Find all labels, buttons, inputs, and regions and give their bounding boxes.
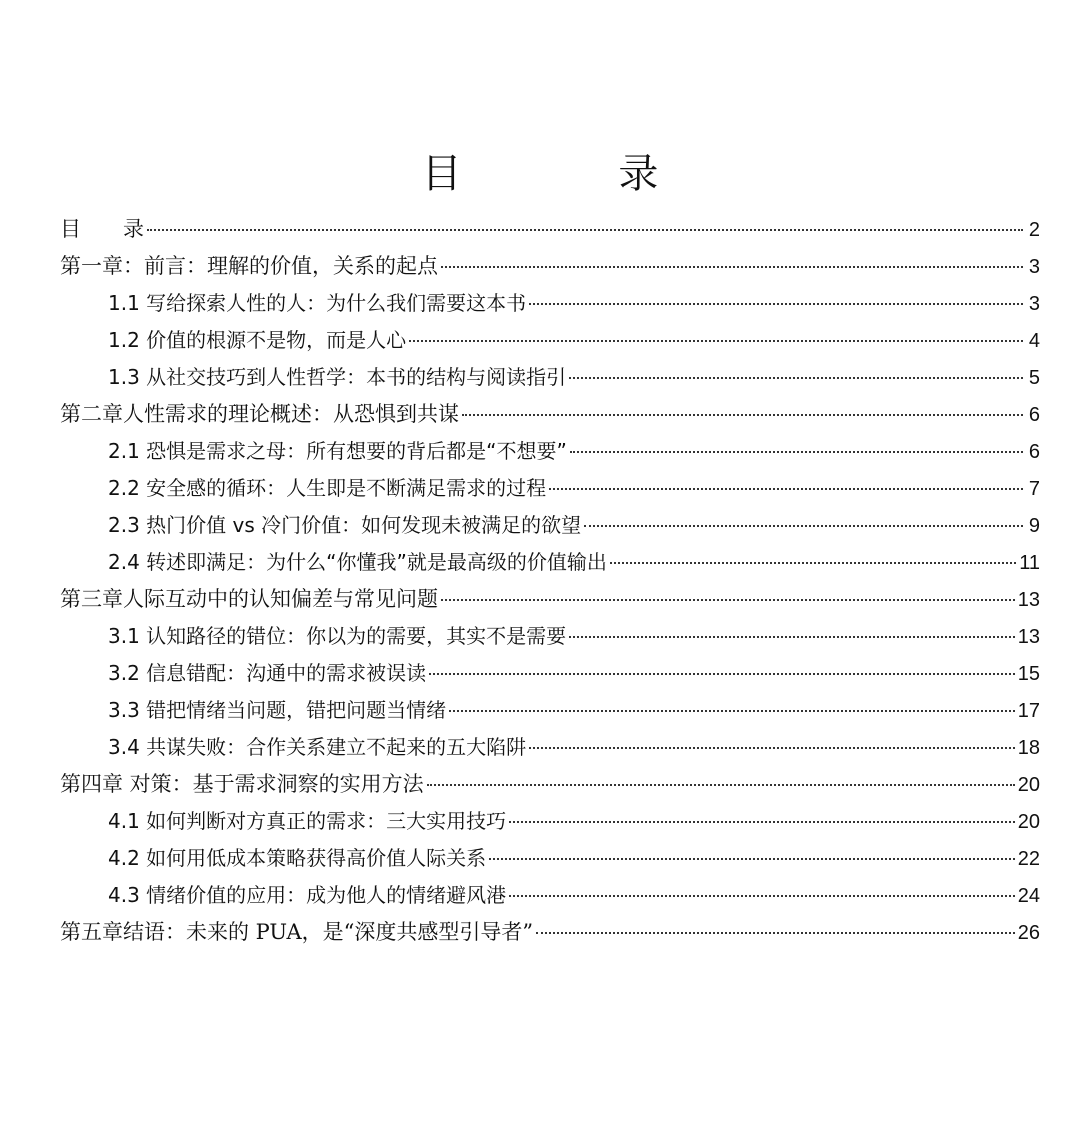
toc-entry <box>60 583 1040 613</box>
toc-page-number: 24 <box>1017 885 1040 907</box>
toc-entry-label: 3.2 信息错配：沟通中的需求被误读 <box>108 661 427 685</box>
toc-page-number: 15 <box>1017 663 1040 685</box>
toc-entry-label: 4.3 情绪价值的应用：成为他人的情绪避风港 <box>108 883 507 907</box>
toc-page-number: 6 <box>1028 441 1040 463</box>
toc-page-number: 20 <box>1017 774 1040 796</box>
toc-entry-label: 2.3 热门价值 vs 冷门价值：如何发现未被满足的欲望 <box>108 513 582 537</box>
toc-entry-label: 1.2 价值的根源不是物，而是人心 <box>108 328 407 352</box>
toc-entry-label: 第四章 对策：基于需求洞察的实用方法 <box>60 772 424 796</box>
toc-entry-label: 第五章结语：未来的 PUA，是“深度共感型引导者” <box>60 920 534 944</box>
toc-entry <box>108 546 1040 576</box>
toc-page-number: 26 <box>1017 922 1040 944</box>
toc-page-number: 13 <box>1017 589 1040 611</box>
toc-entry-label: 2.2 安全感的循环：人生即是不断满足需求的过程 <box>108 476 547 500</box>
dot-leader <box>584 525 1023 527</box>
dot-leader <box>429 673 1015 675</box>
toc-page-number: 3 <box>1028 293 1040 315</box>
toc-page-number: 13 <box>1017 626 1040 648</box>
toc-entry <box>108 509 1040 539</box>
toc-entry <box>108 731 1040 761</box>
toc-entry <box>108 361 1040 391</box>
toc-page-number: 3 <box>1028 256 1040 278</box>
dot-leader <box>569 636 1015 638</box>
toc-title: 目 录 <box>421 151 731 197</box>
toc-entry-label: 3.1 认知路径的错位：你以为的需要，其实不是需要 <box>108 624 567 648</box>
dot-leader <box>529 747 1015 749</box>
dot-leader <box>441 266 1023 268</box>
toc-entry <box>108 657 1040 687</box>
toc-page-number: 9 <box>1028 515 1040 537</box>
dot-leader <box>449 710 1015 712</box>
toc-entry-label: 第三章人际互动中的认知偏差与常见问题 <box>60 587 438 611</box>
toc-page-number: 5 <box>1028 367 1040 389</box>
toc-entry-label: 第二章人性需求的理论概述：从恐惧到共谋 <box>60 402 459 426</box>
toc-entry <box>108 694 1040 724</box>
toc-entry-label: 3.3 错把情绪当问题，错把问题当情绪 <box>108 698 447 722</box>
toc-entry-label: 1.1 写给探索人性的人：为什么我们需要这本书 <box>108 291 527 315</box>
toc-page-number: 22 <box>1017 848 1040 870</box>
toc-page-number: 20 <box>1017 811 1040 833</box>
toc-entry <box>108 842 1040 872</box>
dot-leader <box>529 303 1023 305</box>
toc-entry <box>108 805 1040 835</box>
toc-page-number: 17 <box>1017 700 1040 722</box>
toc-entry-label: 第一章：前言：理解的价值，关系的起点 <box>60 254 438 278</box>
toc-page-number: 2 <box>1028 219 1040 241</box>
dot-leader <box>427 784 1015 786</box>
toc-page-number: 7 <box>1028 478 1040 500</box>
dot-leader <box>441 599 1015 601</box>
dot-leader <box>570 451 1023 453</box>
toc-entry <box>60 250 1040 280</box>
toc-entry <box>108 435 1040 465</box>
toc-entry-label: 4.1 如何判断对方真正的需求：三大实用技巧 <box>108 809 507 833</box>
toc-page-number: 4 <box>1028 330 1040 352</box>
toc-entry-label: 1.3 从社交技巧到人性哲学：本书的结构与阅读指引 <box>108 365 567 389</box>
toc-page-number: 11 <box>1019 552 1040 574</box>
dot-leader <box>569 377 1023 379</box>
toc-entry-label: 目 录 <box>60 217 144 241</box>
dot-leader <box>509 895 1015 897</box>
dot-leader <box>462 414 1023 416</box>
toc-entry <box>108 324 1040 354</box>
toc-entry <box>60 768 1040 798</box>
dot-leader <box>536 932 1015 934</box>
toc-entry-label: 2.1 恐惧是需求之母：所有想要的背后都是“不想要” <box>108 439 567 463</box>
toc-entry-label: 4.2 如何用低成本策略获得高价值人际关系 <box>108 846 487 870</box>
toc-entry <box>108 620 1040 650</box>
dot-leader <box>489 858 1015 860</box>
toc-entry <box>108 472 1040 502</box>
dot-leader <box>549 488 1023 490</box>
toc-entry <box>108 287 1040 317</box>
toc-entry <box>108 879 1040 909</box>
toc-page-number: 6 <box>1028 404 1040 426</box>
dot-leader <box>610 562 1016 564</box>
toc-entry <box>60 398 1040 428</box>
toc-entry-label: 2.4 转述即满足：为什么“你懂我”就是最高级的价值输出 <box>108 550 607 574</box>
dot-leader <box>147 229 1023 231</box>
toc-entry-label: 3.4 共谋失败：合作关系建立不起来的五大陷阱 <box>108 735 527 759</box>
toc-entry <box>60 213 1040 243</box>
toc-page-number: 18 <box>1017 737 1040 759</box>
dot-leader <box>409 340 1023 342</box>
toc-entry <box>60 916 1040 946</box>
dot-leader <box>509 821 1015 823</box>
